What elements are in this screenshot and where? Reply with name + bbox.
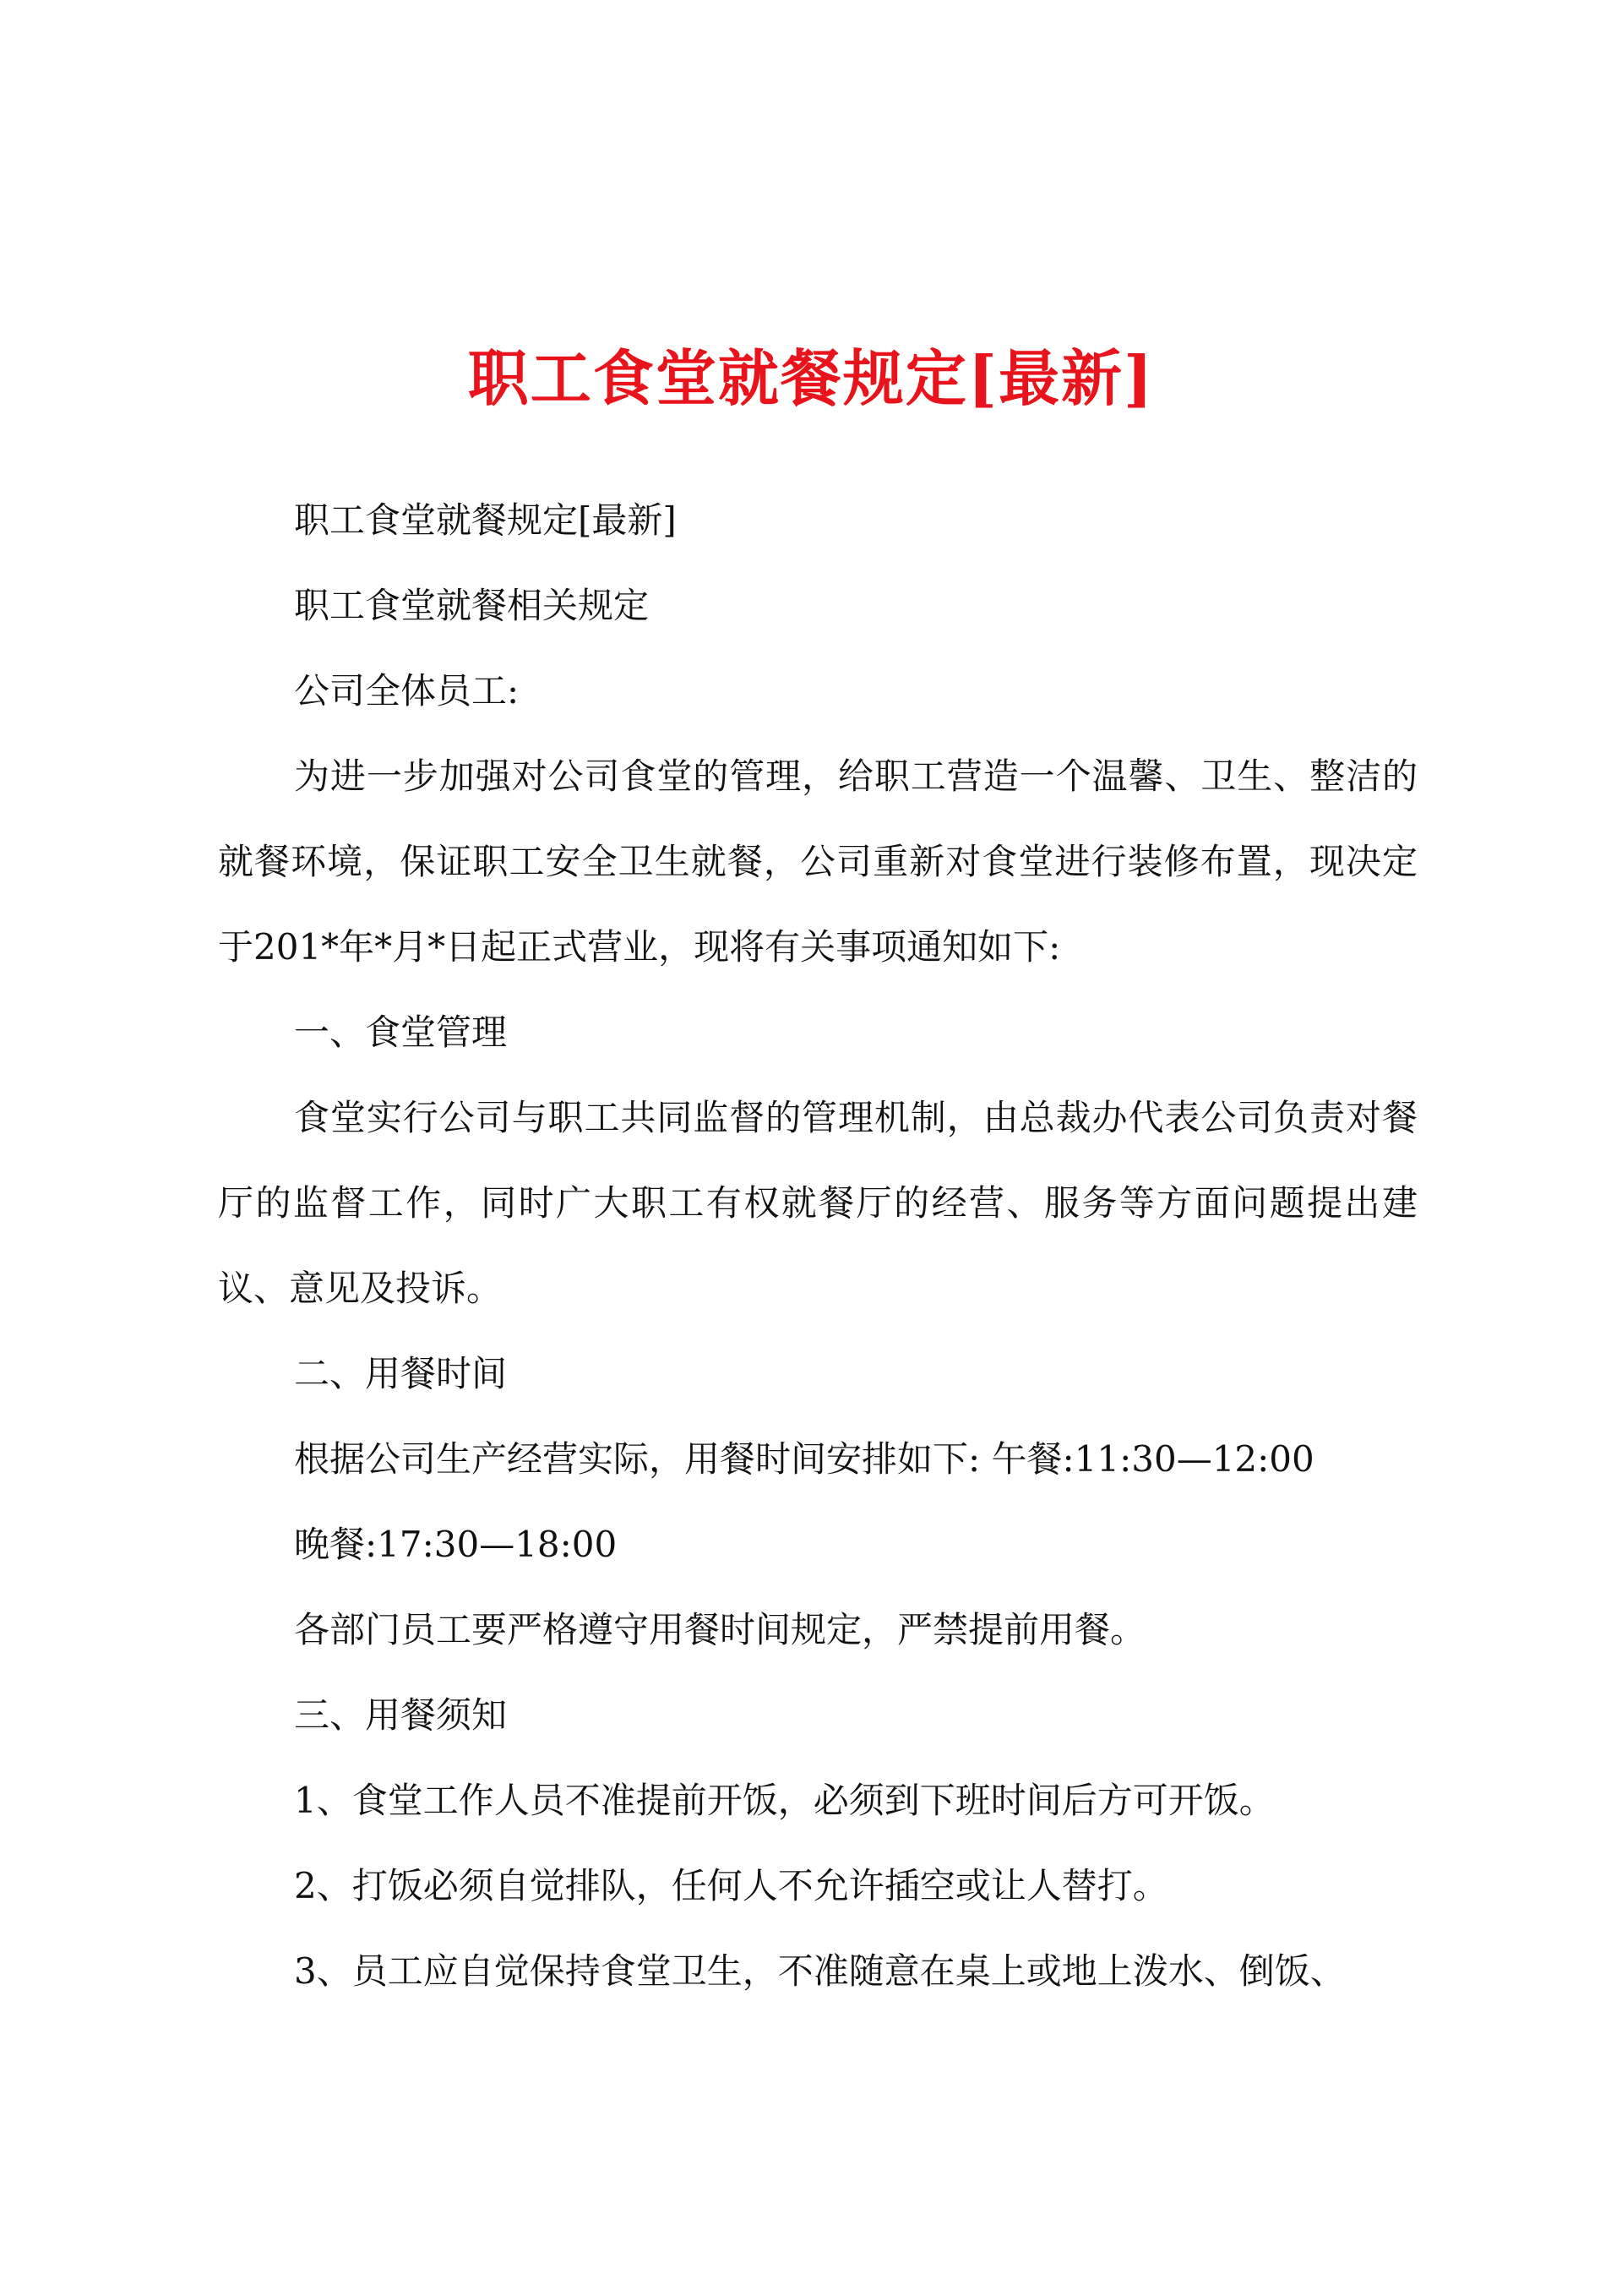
paragraph-heading-repeat: 职工食堂就餐规定[最新] bbox=[294, 499, 677, 541]
paragraph-salutation: 公司全体员工: bbox=[294, 670, 520, 712]
list-item-2: 2、打饭必须自觉排队，任何人不允许插空或让人替打。 bbox=[294, 1865, 1168, 1906]
section-heading-meal-time: 二、用餐时间 bbox=[294, 1353, 508, 1394]
paragraph-dinner-time: 晚餐:17:30—18:00 bbox=[294, 1524, 618, 1565]
paragraph-management: 食堂实行公司与职工共同监督的管理机制，由总裁办代表公司负责对餐厅的监督工作，同时广大职工有权就餐厅的经营、服务等方面问题提出建议、意见及投诉。 bbox=[218, 1097, 1418, 1309]
section-heading-meal-notice: 三、用餐须知 bbox=[294, 1694, 508, 1736]
document-title: 职工食堂就餐规定[最新] bbox=[467, 342, 1155, 414]
section-heading-management: 一、食堂管理 bbox=[294, 1012, 508, 1053]
list-item-3: 3、员工应自觉保持食堂卫生，不准随意在桌上或地上泼水、倒饭、 bbox=[294, 1950, 1346, 1992]
paragraph-subtitle: 职工食堂就餐相关规定 bbox=[294, 585, 650, 626]
paragraph-lunch-time: 根据公司生产经营实际，用餐时间安排如下: 午餐:11:30—12:00 bbox=[294, 1438, 1314, 1480]
list-item-1: 1、食堂工作人员不准提前开饭，必须到下班时间后方可开饭。 bbox=[294, 1780, 1275, 1821]
document-body bbox=[218, 477, 1418, 2014]
paragraph-intro: 为进一步加强对公司食堂的管理，给职工营造一个温馨、卫生、整洁的就餐环境，保证职工安全卫生就餐，公司重新对食堂进行装修布置，现决定于201*年*月*日起正式营业，现将有关事项通知如下: bbox=[218, 755, 1418, 968]
paragraph-time-rule: 各部门员工要严格遵守用餐时间规定，严禁提前用餐。 bbox=[294, 1609, 1146, 1650]
